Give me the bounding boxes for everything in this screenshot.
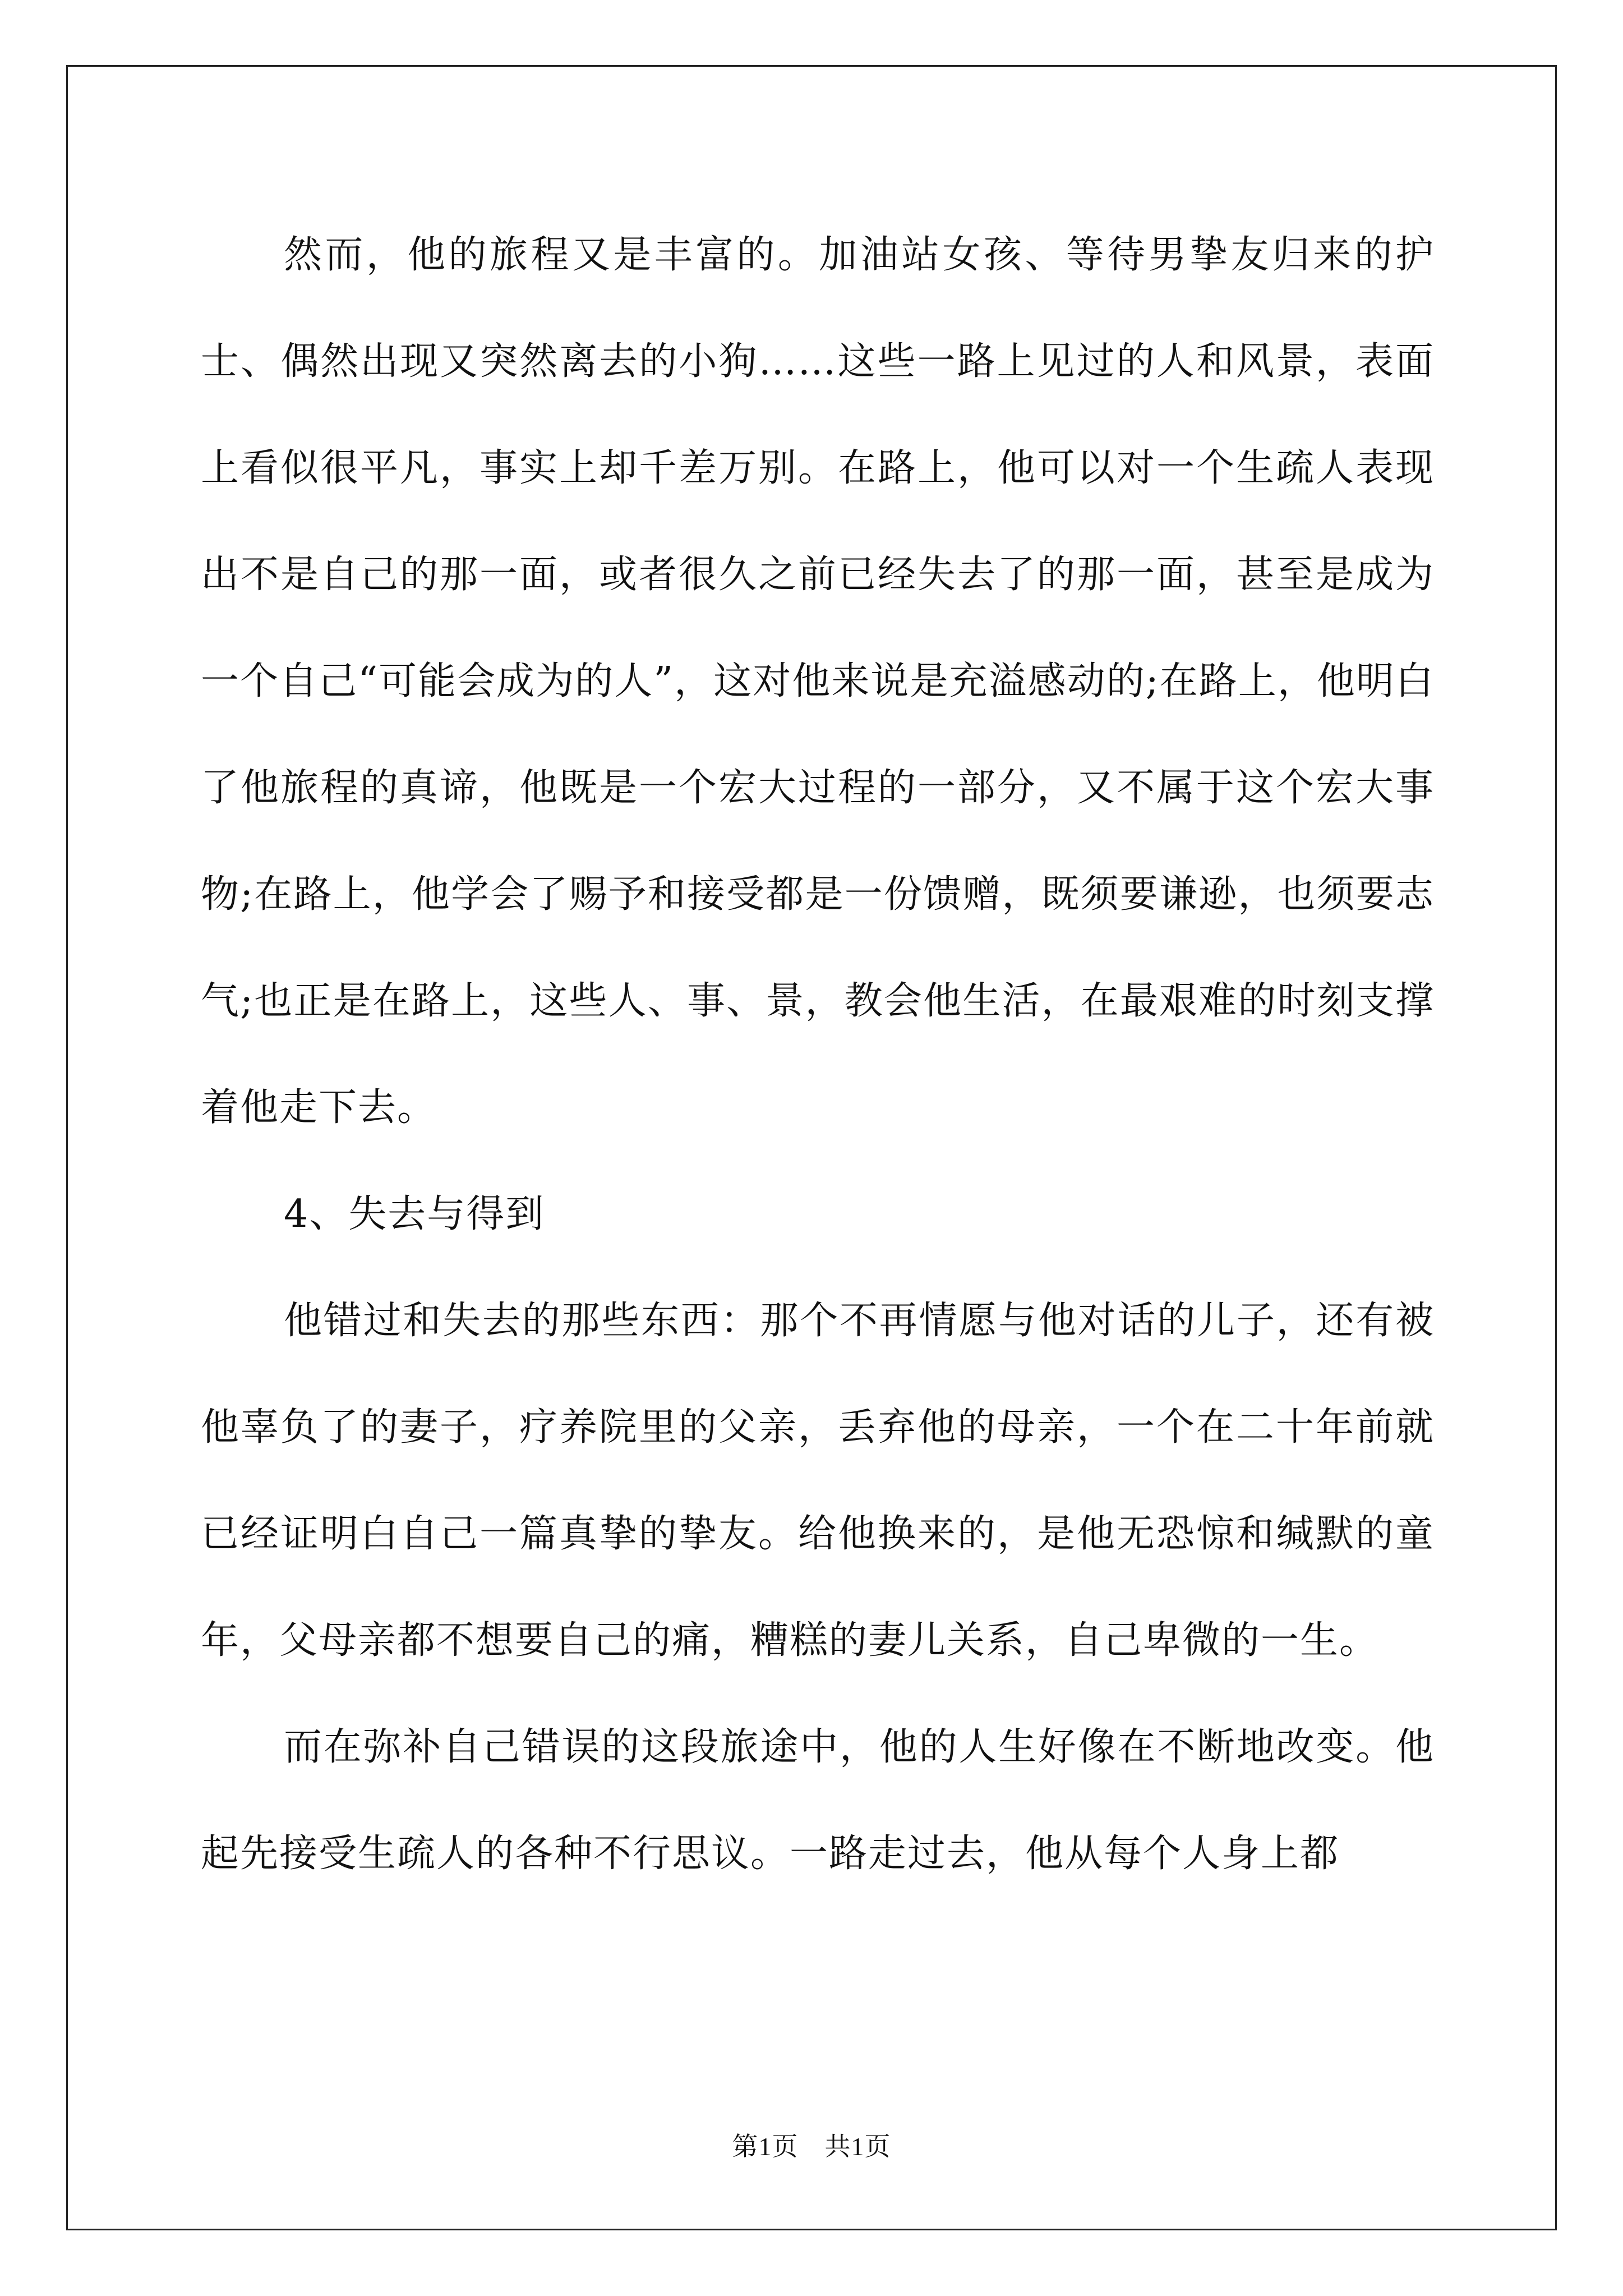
paragraph-change: 而在弥补自己错误的这段旅途中，他的人生好像在不断地改变。他起先接受生疏人的各种不行思议。一路走过去，他从每个人身上都 [201,1725,1435,1876]
paragraph-loss: 他错过和失去的那些东西：那个不再情愿与他对话的儿子，还有被他辜负了的妻子，疗养院里的父亲，丢弃他的母亲，一个在二十年前就已经证明白自己一篇真挚的挚友。给他换来的，是他无恐惊和缄默的童年，父母亲都不想要自己的痛，糟糕的妻儿关系，自己卑微的一生。 [201,1299,1435,1663]
section-heading-loss-and-gain: 4、失去与得到 [284,1192,545,1236]
paragraph-journey: 然而，他的旅程又是丰富的。加油站女孩、等待男挚友归来的护士、偶然出现又突然离去的小狗……这些一路上见过的人和风景，表面上看似很平凡，事实上却千差万别。在路上，他可以对一个生疏人表现出不是自己的那一面，或者很久之前已经失去了的那一面，甚至是成为一个自己“可能会成为的人”，这对他来说是充溢感动的;在路上，他明白了他旅程的真谛，他既是一个宏大过程的一部分，又不属于这个宏大事物;在路上，他学会了赐予和接受都是一份馈赠，既须要谦逊，也须要志气;也正是在路上，这些人、事、景，教会他生活，在最艰难的时刻支撑着他走下去。 [201,233,1435,1130]
page-number-footer: 第1页 共1页 [732,2132,891,2161]
document-body [201,202,1435,1907]
